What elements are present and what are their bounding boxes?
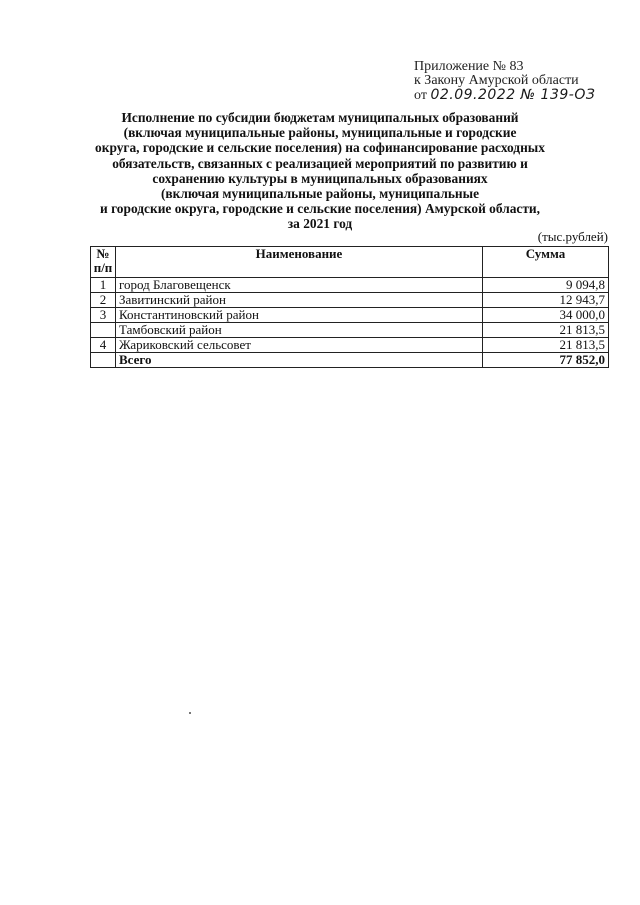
row-sum: 12 943,7 xyxy=(483,293,609,308)
header-number-line2: п/п xyxy=(93,260,113,275)
table-header-row xyxy=(91,247,609,278)
row-sum: 21 813,5 xyxy=(483,338,609,353)
appendix-law-reference: к Закону Амурской области xyxy=(414,73,579,88)
row-sum: 21 813,5 xyxy=(483,323,609,338)
total-sum: 77 852,0 xyxy=(483,353,609,368)
title-line: сохранению культуры в муниципальных образованиях xyxy=(152,170,488,186)
table-row xyxy=(91,323,609,338)
table-row xyxy=(91,293,609,308)
appendix-date-prefix: от xyxy=(414,88,427,103)
header-sum: Сумма xyxy=(483,247,609,278)
subsidy-table xyxy=(90,246,609,368)
row-number xyxy=(91,323,116,338)
total-number xyxy=(91,353,116,368)
header-number xyxy=(91,247,116,278)
header-name: Наименование xyxy=(116,247,483,278)
title-line: (включая муниципальные районы, муниципальные xyxy=(160,186,480,202)
row-number: 3 xyxy=(91,308,116,323)
row-number: 4 xyxy=(91,338,116,353)
title-line: за 2021 год xyxy=(287,216,353,232)
title-line: и городские округа, городские и сельские поселения) Амурской области, xyxy=(100,201,540,217)
table-row xyxy=(91,308,609,323)
row-name: Завитинский район xyxy=(116,293,483,308)
scan-speck xyxy=(189,712,191,714)
table-row xyxy=(91,278,609,293)
title-line: округа, городские и сельские поселения) на софинансирование расходных xyxy=(95,140,545,156)
row-name: Константиновский район xyxy=(116,308,483,323)
row-name: Тамбовский район xyxy=(116,323,483,338)
appendix-block xyxy=(414,60,614,103)
title-line: Исполнение по субсидии бюджетам муниципальных образований xyxy=(121,110,519,125)
total-row xyxy=(91,353,609,368)
row-sum: 9 094,8 xyxy=(483,278,609,293)
row-number: 2 xyxy=(91,293,116,308)
units-label: (тыс.рублей) xyxy=(537,229,608,244)
table-row xyxy=(91,338,609,353)
row-name: Жариковский сельсовет xyxy=(116,338,483,353)
document-title xyxy=(70,110,570,232)
header-number-line1: № xyxy=(96,246,110,261)
total-label: Всего xyxy=(116,353,483,368)
row-sum: 34 000,0 xyxy=(483,308,609,323)
title-line: обязательств, связанных с реализацией мероприятий по развитию и xyxy=(112,155,528,171)
title-line: (включая муниципальные районы, муниципальные и городские xyxy=(123,125,517,141)
appendix-date-line xyxy=(414,88,614,103)
row-number: 1 xyxy=(91,278,116,293)
row-name: город Благовещенск xyxy=(116,278,483,293)
appendix-number: Приложение № 83 xyxy=(414,59,524,74)
handwritten-date-number: 02.09.2022 № 139-ОЗ xyxy=(430,87,596,103)
